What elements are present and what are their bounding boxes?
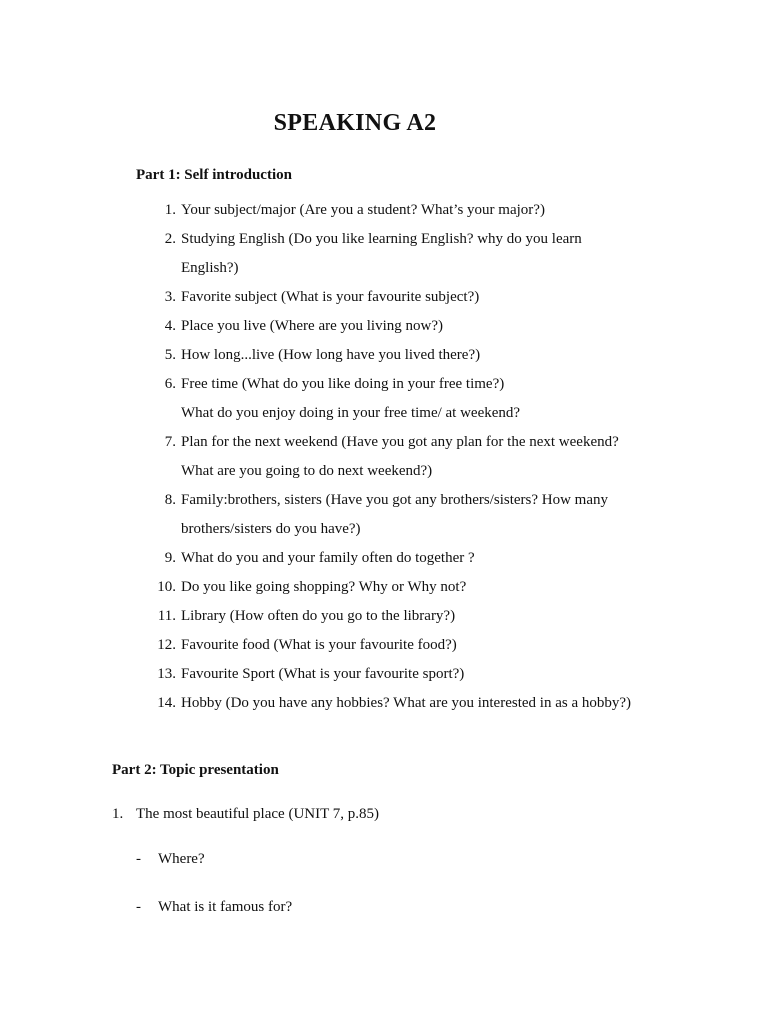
part2-bullet — [136, 899, 292, 916]
list-item-text: Plan for the next weekend (Have you got any plan for the next weekend? — [181, 434, 619, 450]
list-item-number: 8. — [164, 492, 176, 508]
list-item — [0, 196, 768, 225]
list-item-text: Hobby (Do you have any hobbies? What are you interested in as a hobby?) — [181, 695, 632, 711]
list-item-text: Favourite Sport (What is your favourite sport?) — [181, 666, 465, 682]
list-item — [0, 312, 768, 341]
list-item-number: 2. — [164, 231, 176, 247]
part2-bullet — [136, 851, 205, 868]
list-item-number: 3. — [164, 289, 176, 305]
list-item — [0, 544, 768, 573]
list-item-number: 7. — [164, 434, 176, 450]
list-item-number: 4. — [164, 318, 176, 334]
list-item-number: 9. — [164, 550, 176, 566]
bullet-dash: - — [136, 899, 141, 915]
list-item-text: Free time (What do you like doing in your free time?) — [181, 376, 505, 392]
list-item — [0, 631, 768, 660]
list-item — [0, 225, 768, 283]
part2-heading: Part 2: Topic presentation — [112, 762, 279, 778]
list-item — [0, 370, 768, 428]
list-item-number: 10. — [157, 579, 176, 595]
list-item-text: What do you enjoy doing in your free time/ at weekend? — [181, 405, 521, 421]
list-item — [0, 573, 768, 602]
list-item — [0, 283, 768, 312]
list-item-text: Favorite subject (What is your favourite subject?) — [181, 289, 480, 305]
document-title: SPEAKING A2 — [273, 110, 437, 136]
bullet-dash: - — [136, 851, 141, 867]
list-item-number: 14. — [157, 695, 176, 711]
list-item-text: How long...live (How long have you lived there?) — [181, 347, 481, 363]
list-item-number: 12. — [157, 637, 176, 653]
list-item-text: English?) — [181, 260, 239, 276]
list-item-text: Library (How often do you go to the library?) — [181, 608, 456, 624]
part2-topic-number: 1. — [112, 806, 124, 822]
list-item-text: What are you going to do next weekend?) — [181, 463, 433, 479]
bullet-text: Where? — [158, 851, 205, 867]
list-item-number: 6. — [164, 376, 176, 392]
list-item-text: Your subject/major (Are you a student? What’s your major?) — [181, 202, 545, 218]
list-item-number: 5. — [164, 347, 176, 363]
part1-heading: Part 1: Self introduction — [136, 167, 292, 183]
list-item-number: 1. — [164, 202, 176, 218]
bullet-text: What is it famous for? — [158, 899, 293, 915]
list-item-text: Do you like going shopping? Why or Why not? — [181, 579, 467, 595]
list-item — [0, 602, 768, 631]
list-item-text: brothers/sisters do you have?) — [181, 521, 361, 537]
list-item-text: Favourite food (What is your favourite food?) — [181, 637, 457, 653]
list-item-number: 11. — [157, 608, 176, 624]
list-item — [0, 689, 768, 718]
list-item-text: What do you and your family often do together ? — [181, 550, 475, 566]
list-item — [0, 428, 768, 486]
list-item — [0, 486, 768, 544]
list-item — [0, 660, 768, 689]
list-item — [0, 341, 768, 370]
list-item-text: Family:brothers, sisters (Have you got any brothers/sisters? How many — [181, 492, 609, 508]
part1-question-list — [0, 196, 768, 718]
part2-topic-text: The most beautiful place (UNIT 7, p.85) — [136, 806, 379, 822]
list-item-text: Studying English (Do you like learning English? why do you learn — [181, 231, 582, 247]
part2-topic-item — [112, 806, 379, 823]
list-item-text: Place you live (Where are you living now?) — [181, 318, 443, 334]
list-item-number: 13. — [157, 666, 176, 682]
